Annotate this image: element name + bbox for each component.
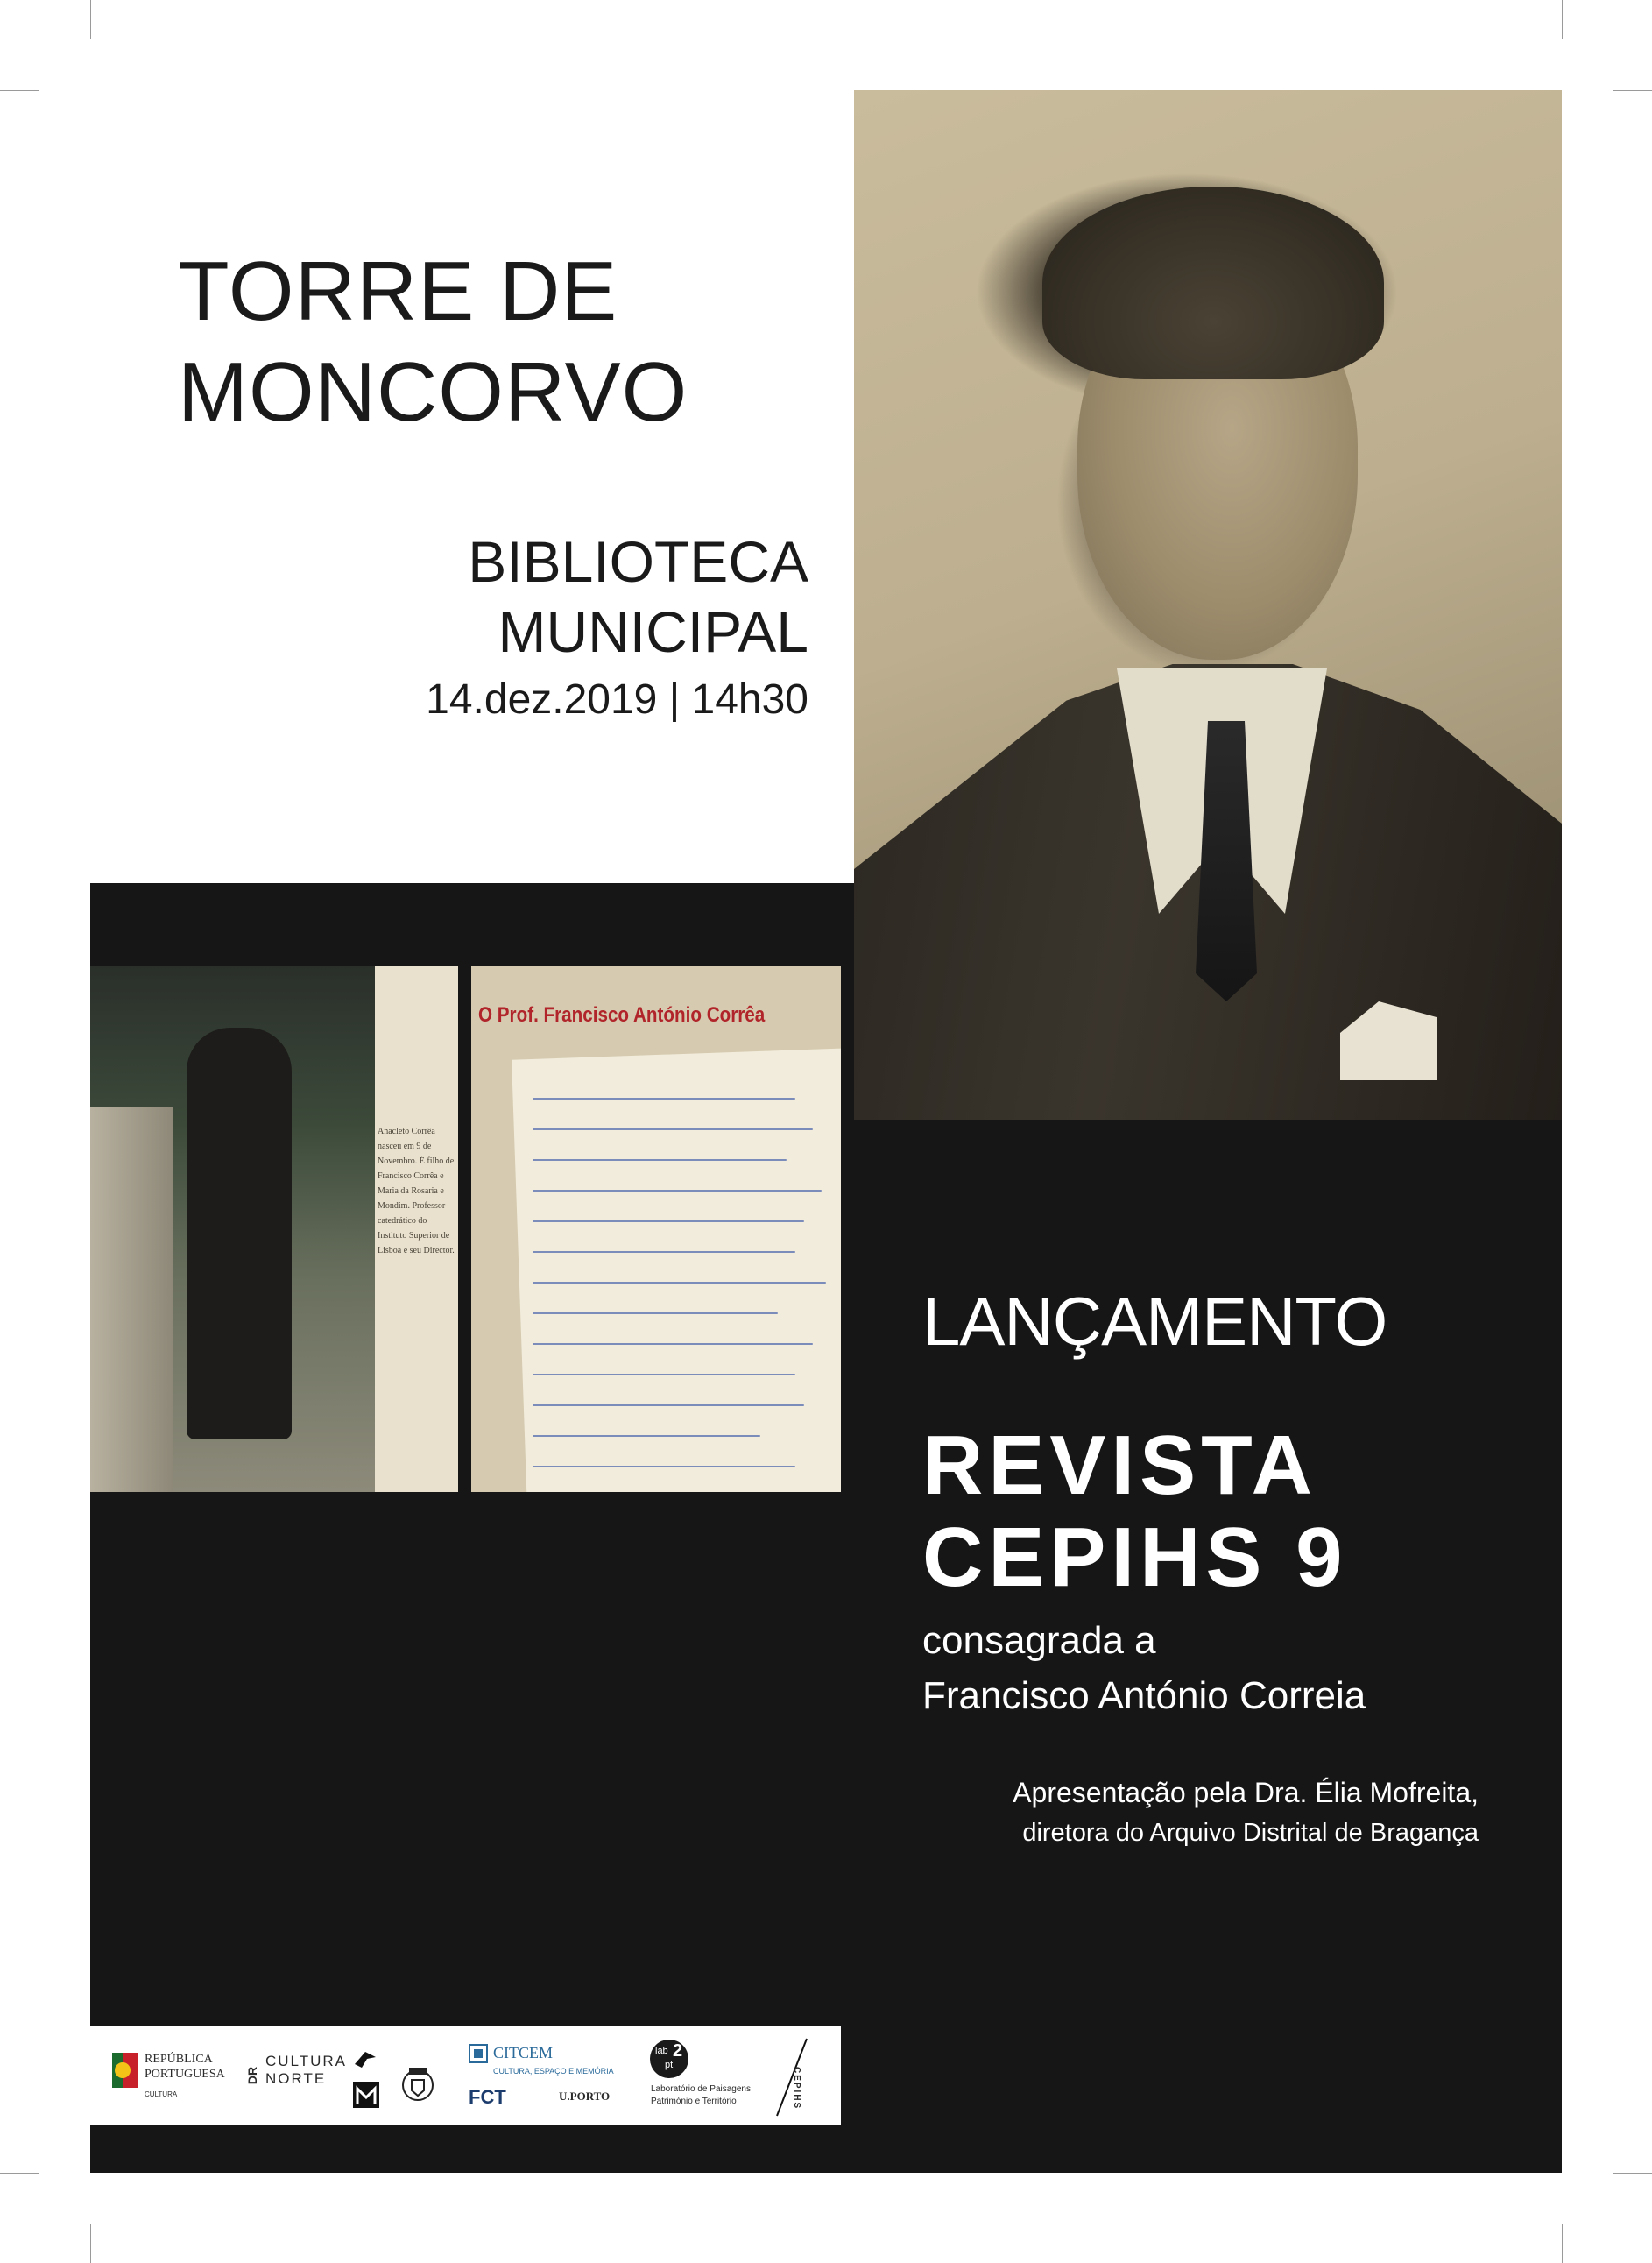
- venue-line-2: MUNICIPAL: [498, 599, 808, 664]
- photo-wall: [90, 1107, 173, 1492]
- drcn-norte: NORTE: [265, 2070, 327, 2087]
- vintage-photo-standing: [90, 966, 458, 1492]
- republica-line-3: CULTURA: [145, 2090, 178, 2098]
- dedicated-label: consagrada a: [922, 1619, 1156, 1662]
- title-line-1: TORRE DE: [178, 244, 618, 338]
- drcn-dr: DR: [245, 2066, 260, 2085]
- ink-line: [533, 1098, 795, 1100]
- event-date: 14.dez.2019 | 14h30: [426, 676, 808, 723]
- ink-line: [533, 1190, 822, 1192]
- citcem-icon: [469, 2044, 488, 2063]
- citcem-name: CITCEM: [493, 2044, 554, 2061]
- ink-line: [533, 1128, 813, 1130]
- venue-line-1: BIBLIOTECA: [468, 529, 808, 594]
- m-logo-icon: [353, 2082, 379, 2108]
- republica-line-1: REPÚBLICA: [145, 2053, 213, 2066]
- crop-mark-bl-v: [90, 2224, 91, 2263]
- ink-line: [533, 1466, 795, 1467]
- republica-line-2: PORTUGUESA: [145, 2068, 225, 2081]
- municipal-arms-icon: [401, 2066, 434, 2104]
- photo-figure: [187, 1028, 292, 1439]
- ink-line: [533, 1343, 813, 1345]
- citcem-subtitle: CULTURA, ESPAÇO E MEMÓRIA: [493, 2067, 614, 2076]
- lab2pt-line-2: Património e Território: [651, 2097, 737, 2106]
- ink-line: [533, 1220, 804, 1222]
- crop-mark-br-v: [1562, 2224, 1563, 2263]
- crop-mark-tl-h: [0, 90, 39, 91]
- fct-name: FCT: [469, 2086, 506, 2108]
- lab2pt-pt: pt: [665, 2060, 674, 2070]
- ink-line: [533, 1312, 778, 1314]
- ink-line: [533, 1374, 795, 1375]
- crop-mark-tr-v: [1562, 0, 1563, 39]
- portrait-hair: [1042, 187, 1384, 379]
- manuscript-photo: [471, 966, 841, 1492]
- title-line-2: MONCORVO: [178, 345, 688, 439]
- lab2pt-2: 2: [673, 2041, 683, 2061]
- bird-logo-icon: [353, 2048, 378, 2069]
- revista-line-2: CEPIHS 9: [922, 1510, 1348, 1604]
- clipping-text: Anacleto Corrêa nasceu em 9 de Novembro. É filho de Francisco Corrêa e Maria da Rosaria e Mondim. Professor catedrático do Instituto Superior de Lisboa e seu Director.: [378, 1127, 455, 1255]
- uporto-name: U.PORTO: [559, 2090, 611, 2103]
- manuscript-page: [512, 1049, 841, 1492]
- cepihs-slash-icon: [773, 2035, 808, 2119]
- crop-mark-tr-h: [1613, 90, 1652, 91]
- revista-line-1: REVISTA: [922, 1418, 1317, 1512]
- lab2pt-line-1: Laboratório de Paisagens: [651, 2084, 751, 2094]
- crop-mark-bl-h: [0, 2173, 39, 2174]
- crop-mark-tl-v: [90, 0, 91, 39]
- drcn-cultura: CULTURA: [265, 2053, 348, 2069]
- lab2pt-circle-icon: [649, 2039, 689, 2079]
- ink-line: [533, 1435, 760, 1437]
- partner-logos: [90, 2026, 841, 2125]
- portrait-photo: [854, 90, 1562, 1120]
- launch-heading: LANÇAMENTO: [922, 1283, 1387, 1360]
- ink-line: [533, 1159, 787, 1161]
- cover-title: O Prof. Francisco António Corrêa: [478, 1003, 766, 1027]
- ink-line: [533, 1251, 795, 1253]
- republica-emblem-icon: [112, 2053, 138, 2088]
- ink-line: [533, 1404, 804, 1406]
- presenter-role: diretora do Arquivo Distrital de Bragança: [1022, 1819, 1479, 1847]
- poster: [90, 90, 1562, 2173]
- cepihs-name: CEPIHS: [792, 2067, 801, 2111]
- lab2pt-lab: lab: [655, 2046, 668, 2056]
- presenter-name: Apresentação pela Dra. Élia Mofreita,: [1013, 1777, 1479, 1808]
- honoree-name: Francisco António Correia: [922, 1674, 1366, 1717]
- crop-mark-br-h: [1613, 2173, 1652, 2174]
- ink-line: [533, 1282, 826, 1284]
